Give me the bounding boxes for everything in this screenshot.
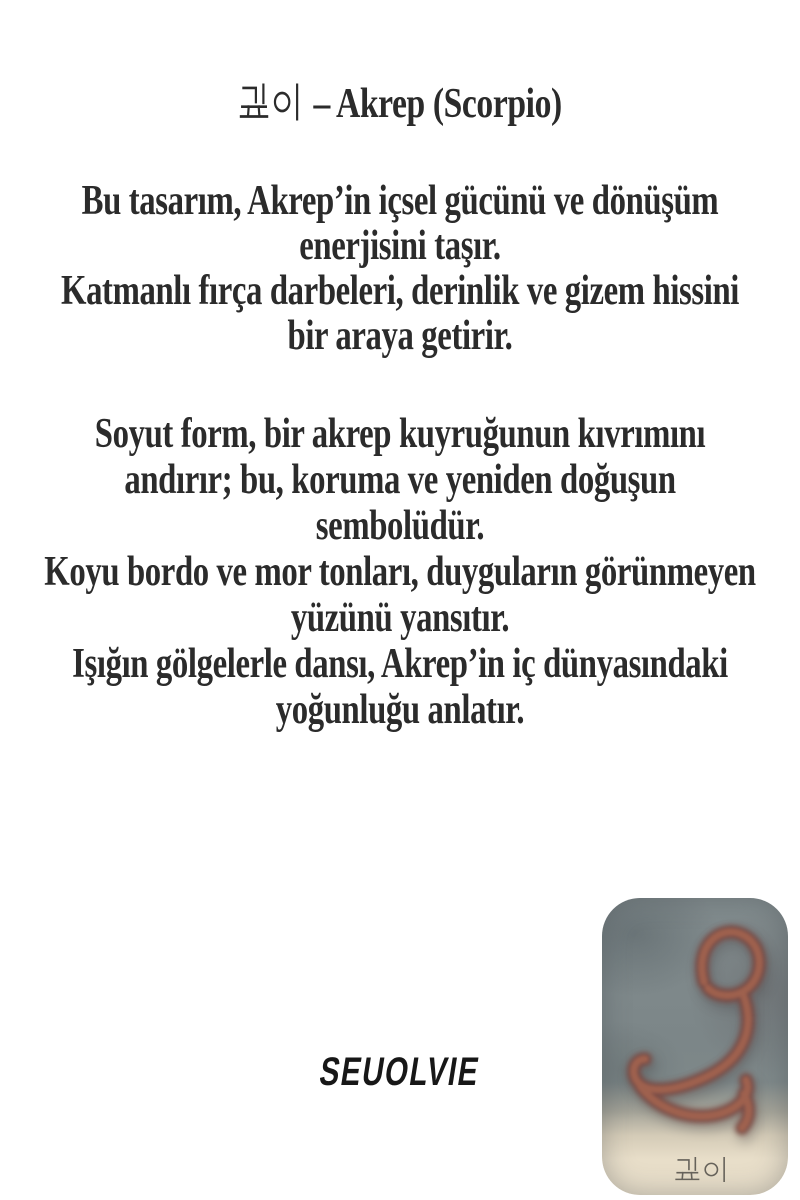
brand-logo-text: SEUOLVIE (316, 1050, 484, 1094)
text-line: Katmanlı fırça darbeleri, derinlik ve gizem hissini (60, 268, 740, 314)
text-line: Işığın gölgelerle dansı, Akrep’in iç dünyasındaki (72, 641, 728, 687)
text-line: sembolüdür. (315, 503, 485, 549)
text-line: Bu tasarım, Akrep’in içsel gücünü ve dönüşüm (81, 178, 719, 224)
text-line: enerjisini taşır. (299, 223, 501, 269)
paragraph-intro (0, 179, 800, 359)
zodiac-card-artwork (602, 898, 788, 1195)
paragraph-symbolism (0, 411, 800, 733)
text-line: andırır; bu, koruma ve yeniden doğuşun (124, 457, 676, 503)
text-line: yoğunluğu anlatır. (275, 687, 525, 733)
title-hangul-icon (238, 82, 304, 122)
card-label (602, 1156, 788, 1183)
page-title (0, 80, 800, 128)
text-line: Soyut form, bir akrep kuyruğunun kıvrımını (94, 411, 706, 457)
card-label-hangul-icon (674, 1156, 730, 1183)
text-line: Koyu bordo ve mor tonları, duyguların görünmeyen (44, 549, 756, 595)
text-line: yüzünü yansıtır. (290, 595, 510, 641)
scorpio-swirl-icon (602, 898, 788, 1195)
text-line: bir araya getirir. (287, 313, 513, 359)
title-latin-text: – Akrep (Scorpio) (313, 81, 562, 127)
card-label-text (730, 1156, 731, 1157)
